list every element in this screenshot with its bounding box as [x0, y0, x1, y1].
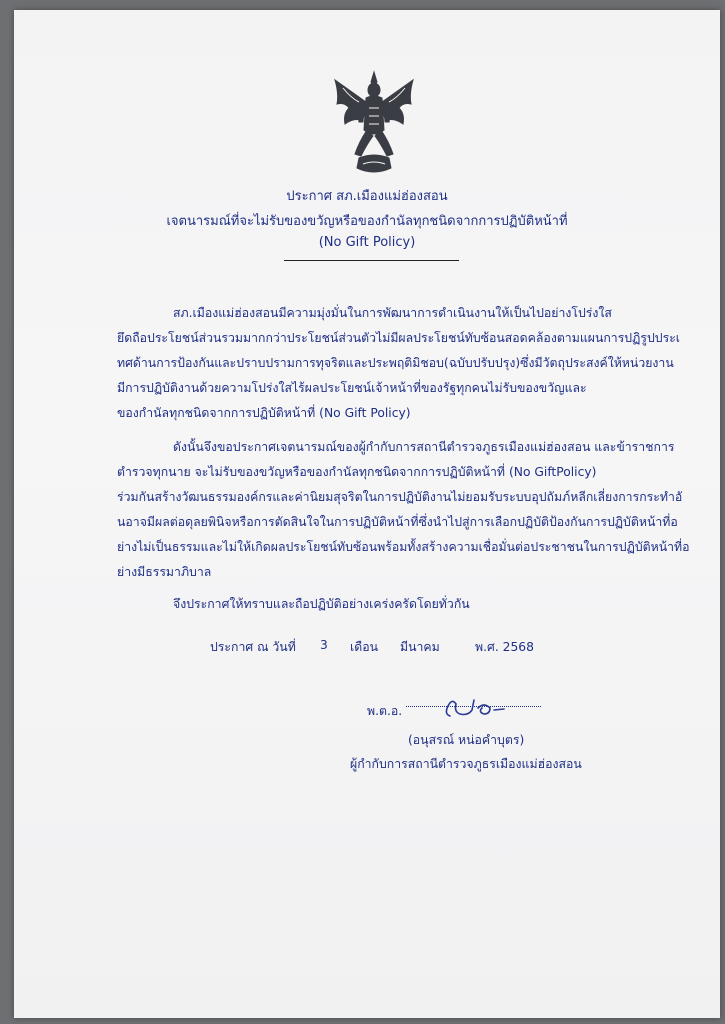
- heading-divider: [284, 260, 459, 261]
- para1-line1: สภ.เมืองแม่ฮ่องสอนมีความมุ่งมั่นในการพัฒนาการดำเนินงานให้เป็นไปอย่างโปร่งใส: [173, 306, 612, 320]
- para1-line4: มีการปฏิบัติงานด้วยความโปร่งใสไร้ผลประโยชน์เจ้าหน้าที่ของรัฐทุกคนไม่รับของขวัญและ: [117, 381, 587, 395]
- para1-line3: ทศด้านการป้องกันและปราบปรามการทุจริตและประพฤติมิชอบ(ฉบับปรับปรุง)ซึ่งมีวัตถุประสงค์ให้หน่วยงาน: [117, 356, 674, 370]
- signatory-name: (อนุสรณ์ หน่อคำบุตร): [408, 733, 525, 747]
- date-month-label: เดือน: [350, 640, 378, 654]
- para1-line5: ของกำนัลทุกชนิดจากการปฏิบัติหน้าที่ (No Gift Policy): [117, 406, 411, 420]
- handwritten-signature: [438, 694, 510, 720]
- announcement-heading: ประกาศ สภ.เมืองแม่ฮ่องสอน: [286, 189, 448, 204]
- signature-rank: พ.ต.อ.: [367, 704, 403, 718]
- para2-line4: นอาจมีผลต่อดุลยพินิจหรือการตัดสินใจในการปฏิบัติหน้าที่ซึ่งนำไปสู่การเลือกปฏิบัติป้องกันการปฏิบัติหน้าที่อ: [117, 515, 678, 529]
- closing-statement: จึงประกาศให้ทราบและถือปฏิบัติอย่างเคร่งครัดโดยทั่วกัน: [173, 597, 470, 611]
- para2-line1: ดังนั้นจึงขอประกาศเจตนารมณ์ของผู้กำกับการสถานีตำรวจภูธรเมืองแม่ฮ่องสอน และข้าราชการ: [173, 440, 675, 454]
- garuda-emblem-icon: [329, 68, 419, 180]
- document-page: [14, 10, 720, 1018]
- para2-line5: ย่างไม่เป็นธรรมและไม่ให้เกิดผลประโยชน์ทับซ้อนพร้อมทั้งสร้างความเชื่อมั่นต่อประชาชนในการปฏิบัติหน้าที่อ: [117, 540, 690, 554]
- para2-line6: ย่างมีธรรมาภิบาล: [117, 565, 212, 579]
- para2-line2: ตำรวจทุกนาย จะไม่รับของขวัญหรือของกำนัลทุกชนิดจากการปฏิบัติหน้าที่ (No GiftPolicy): [117, 465, 597, 479]
- para2-line3: ร่วมกันสร้างวัฒนธรรมองค์กรและค่านิยมสุจริตในการปฏิบัติงานไม่ยอมรับระบบอุปถัมภ์หลีกเลี่ยงการกระทำอั: [117, 490, 683, 504]
- date-prefix: ประกาศ ณ วันที่: [210, 640, 296, 654]
- date-day: 3: [320, 638, 328, 652]
- para1-line2: ยึดถือประโยชน์ส่วนรวมมากกว่าประโยชน์ส่วนตัวไม่มีผลประโยชน์ทับซ้อนสอดคล้องตามแผนการปฏิรูปประเ: [117, 331, 680, 345]
- signatory-position: ผู้กำกับการสถานีตำรวจภูธรเมืองแม่ฮ่องสอน: [350, 757, 582, 771]
- date-month: มีนาคม: [400, 640, 440, 654]
- announcement-subject-english: (No Gift Policy): [318, 235, 416, 250]
- announcement-subject: เจตนารมณ์ที่จะไม่รับของขวัญหรือของกำนัลทุกชนิดจากการปฏิบัติหน้าที่: [166, 214, 568, 229]
- date-year: พ.ศ. 2568: [475, 640, 534, 654]
